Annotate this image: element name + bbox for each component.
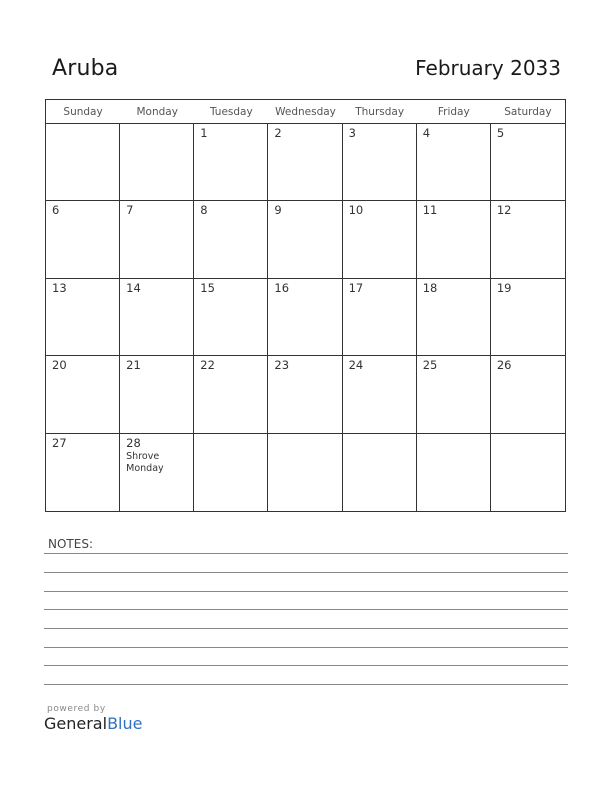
day-number: 11 (422, 203, 438, 218)
day-cell (343, 201, 417, 278)
calendar-grid (46, 124, 565, 511)
day-cell (194, 279, 268, 356)
day-cell (194, 124, 268, 201)
day-number: 7 (126, 203, 134, 218)
brand-general-text: General (44, 714, 108, 733)
notes-line (44, 628, 568, 629)
calendar-month-title: February 2033 (415, 56, 561, 80)
notes-line (44, 665, 568, 666)
day-cell (417, 279, 491, 356)
holiday-label: Shrove Monday (126, 450, 164, 474)
day-cell (268, 356, 342, 433)
day-number: 20 (52, 358, 67, 373)
day-cell (268, 201, 342, 278)
day-cell (120, 356, 194, 433)
brand-name (44, 714, 142, 733)
day-number: 5 (496, 126, 505, 140)
day-number: 2 (274, 126, 282, 140)
day-cell (120, 434, 194, 511)
day-cell (46, 279, 120, 356)
notes-line (44, 609, 568, 610)
day-cell (194, 356, 268, 433)
day-cell (194, 201, 268, 278)
day-number: 17 (348, 280, 364, 295)
day-number: 16 (274, 280, 290, 295)
day-cell (417, 124, 491, 201)
day-number: 25 (422, 358, 438, 373)
day-number: 28 (126, 435, 141, 450)
day-number: 12 (496, 203, 512, 218)
day-cell (46, 201, 120, 278)
weekday-header-tuesday: Tuesday (209, 106, 253, 118)
day-number: 8 (200, 203, 208, 218)
calendar-table (45, 99, 566, 512)
day-cell (491, 124, 565, 201)
day-cell (343, 124, 417, 201)
day-cell (343, 279, 417, 356)
day-number: 27 (52, 435, 67, 450)
day-cell (120, 279, 194, 356)
weekday-header-friday: Friday (437, 106, 470, 118)
day-number: 22 (200, 358, 215, 373)
day-number: 3 (348, 126, 356, 140)
day-cell (491, 356, 565, 433)
day-cell (46, 124, 120, 201)
calendar-country-title: Aruba (52, 56, 119, 81)
day-number: 15 (200, 280, 215, 295)
day-cell (46, 356, 120, 433)
day-cell (120, 124, 194, 201)
notes-label: NOTES: (48, 537, 93, 551)
day-number: 23 (274, 358, 290, 373)
day-number: 4 (422, 126, 431, 140)
day-cell (491, 434, 565, 511)
notes-line (44, 591, 568, 592)
notes-line (44, 647, 568, 648)
weekday-header-wednesday: Wednesday (275, 106, 336, 118)
day-cell (343, 434, 417, 511)
day-cell (268, 279, 342, 356)
weekday-header-saturday: Saturday (504, 106, 552, 118)
day-cell (268, 124, 342, 201)
day-number: 21 (126, 358, 141, 373)
day-number: 9 (274, 203, 282, 218)
day-number: 26 (496, 358, 512, 373)
day-number: 13 (52, 280, 67, 295)
day-number: 14 (126, 280, 141, 295)
day-cell (417, 201, 491, 278)
weekday-header-monday: Monday (136, 106, 178, 118)
notes-line (44, 684, 568, 685)
brand-blue-text: Blue (107, 714, 143, 733)
weekday-header-thursday: Thursday (355, 106, 405, 118)
notes-line (44, 553, 568, 554)
day-cell (491, 201, 565, 278)
day-cell (268, 434, 342, 511)
day-cell (194, 434, 268, 511)
day-cell (417, 434, 491, 511)
day-number: 10 (348, 203, 364, 218)
day-cell (343, 356, 417, 433)
day-cell (120, 201, 194, 278)
day-cell (417, 356, 491, 433)
day-number: 19 (496, 280, 512, 295)
day-number: 24 (348, 358, 364, 373)
day-cell (491, 279, 565, 356)
weekday-header-row (46, 100, 565, 124)
day-number: 1 (200, 126, 208, 140)
generalblue-logo (44, 704, 142, 733)
day-cell (46, 434, 120, 511)
day-number: 6 (52, 203, 60, 218)
day-number: 18 (422, 280, 438, 295)
powered-by-text: powered by (47, 704, 106, 714)
weekday-header-sunday: Sunday (63, 106, 103, 118)
notes-line (44, 572, 568, 573)
